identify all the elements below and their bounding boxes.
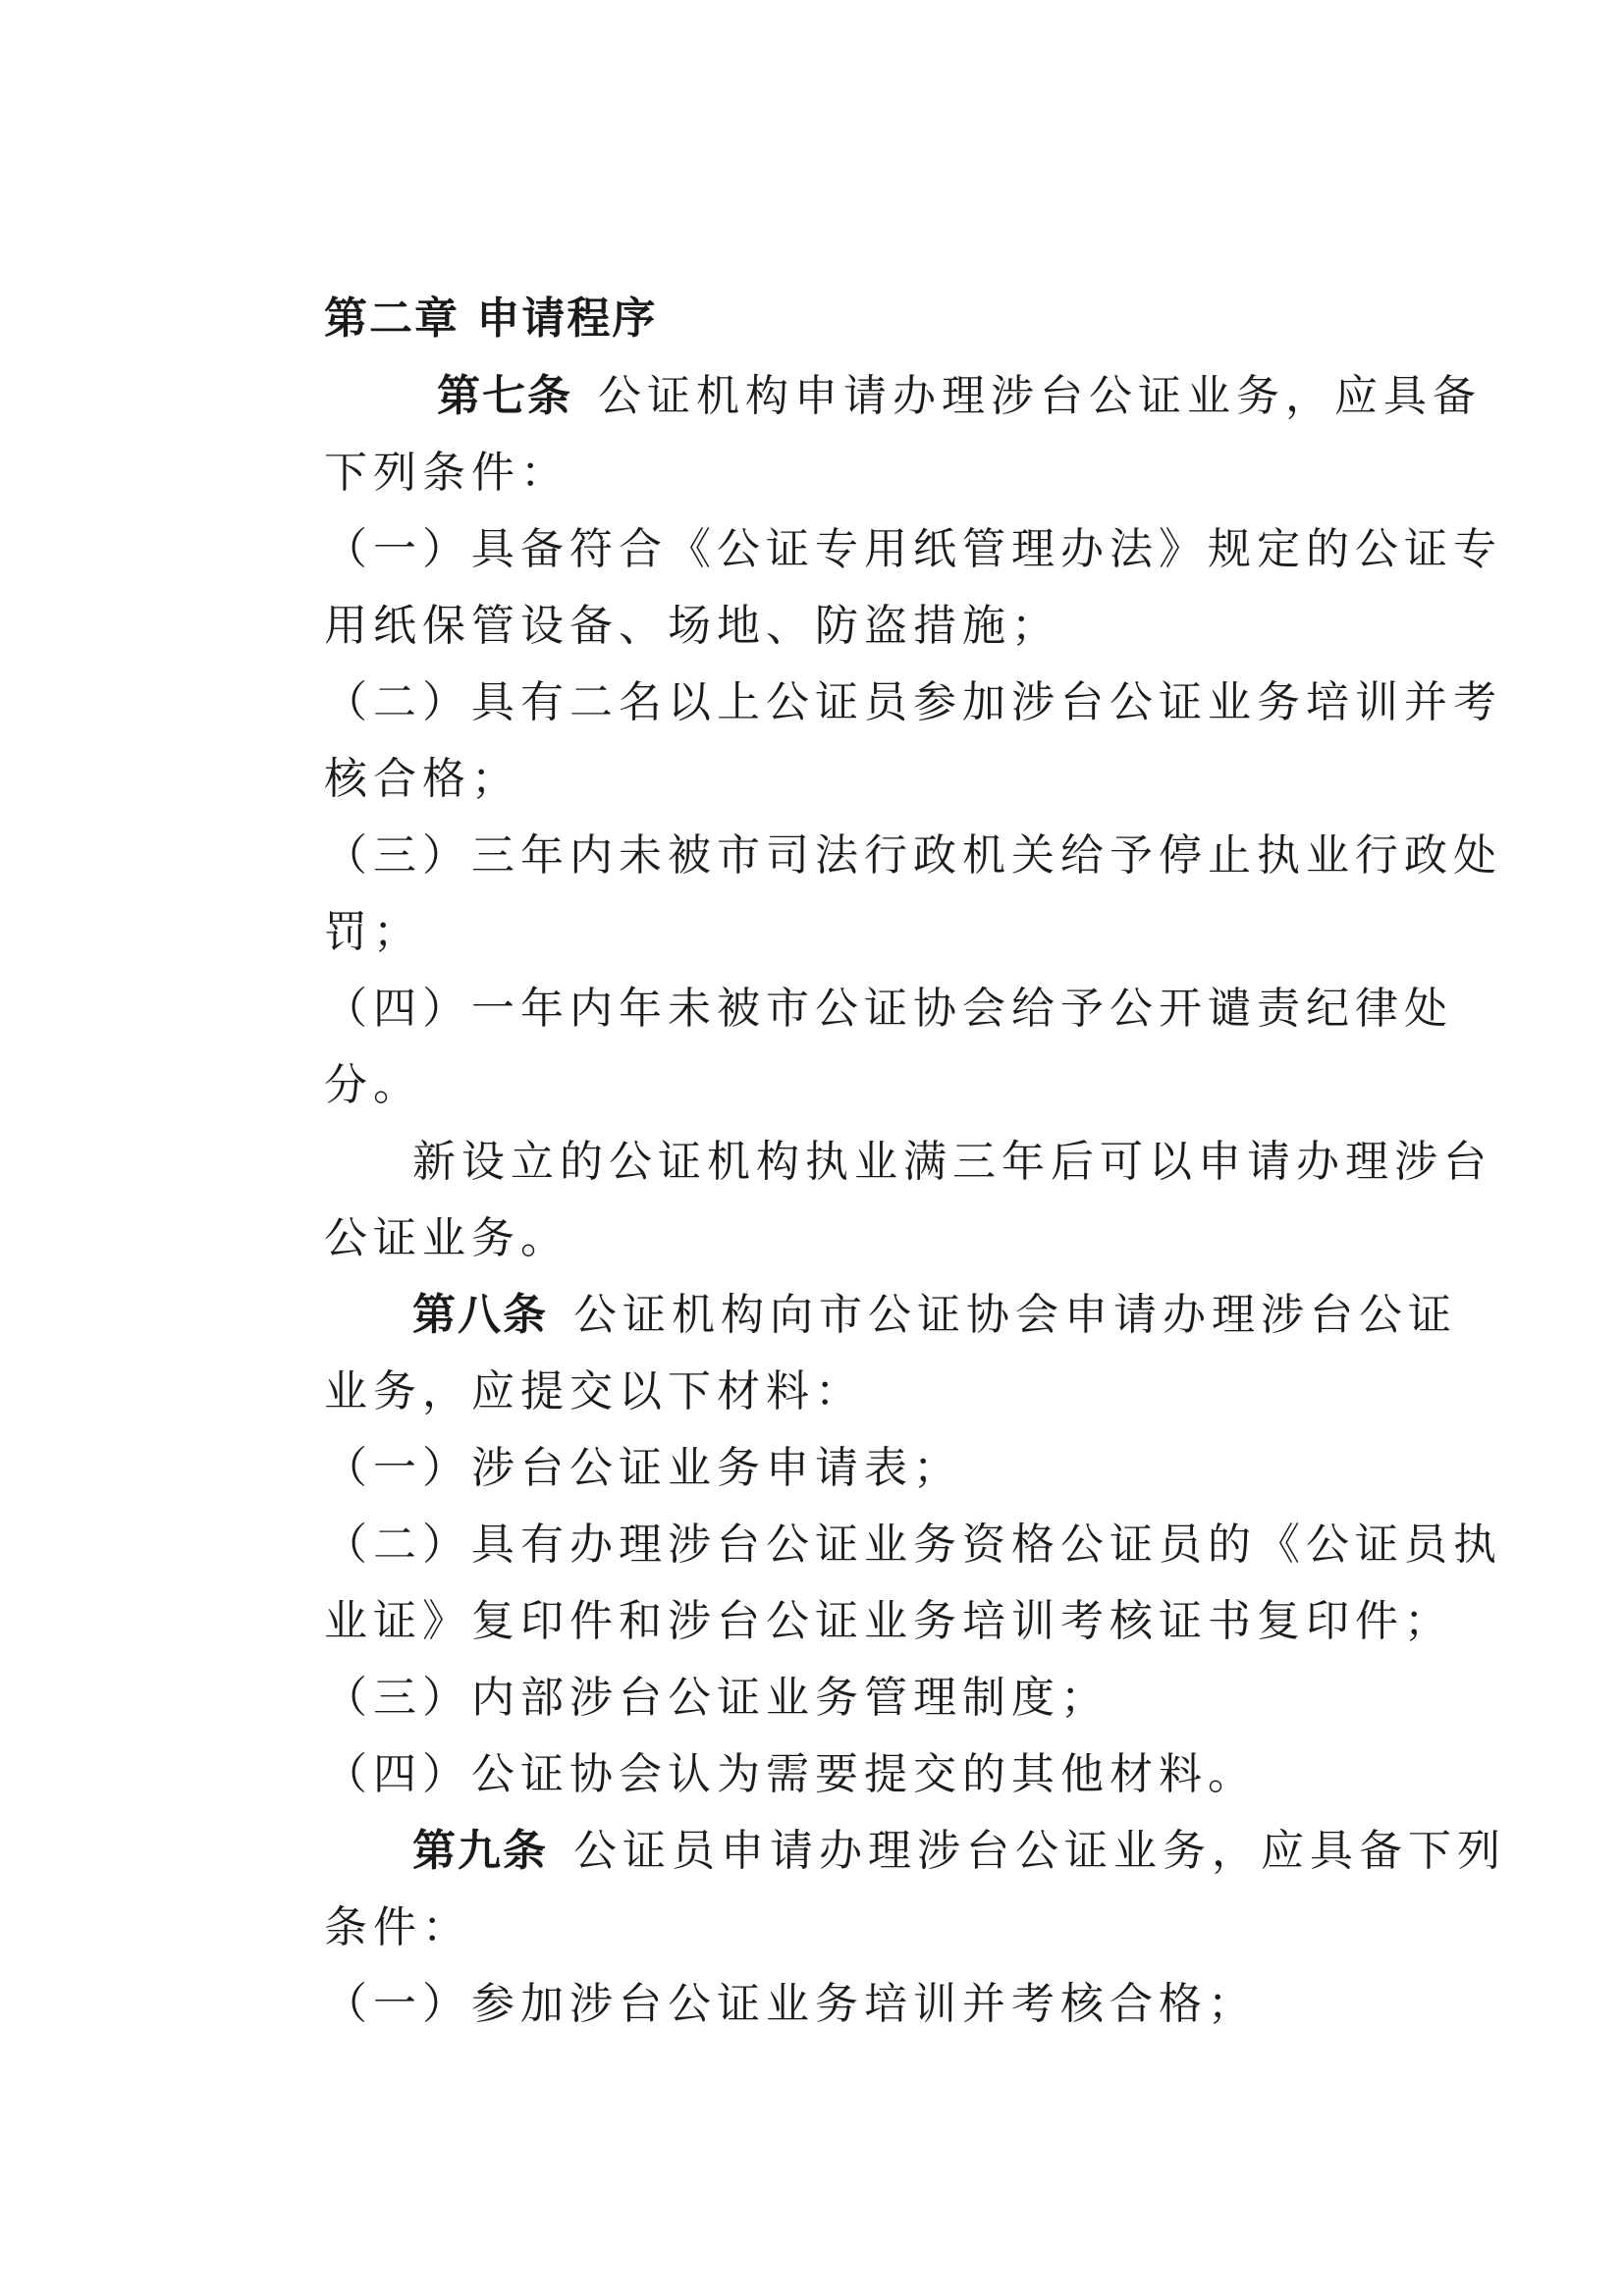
article-7-label: 第七条 [437,371,572,421]
article-7-note-line-1: 新设立的公证机构执业满三年后可以申请办理涉台 [412,1137,1492,1187]
article-7-line-1 [437,367,1482,426]
article-8-item-3: （三）内部涉台公证业务管理制度； [324,1673,1110,1723]
article-7-item-4-line-2: 分。 [324,1060,422,1110]
article-9-item-1: （一）参加涉台公证业务培训并考核合格； [324,1979,1257,2029]
article-8-line-2: 业务，应提交以下材料： [324,1366,864,1416]
article-9-text-1: 公证员申请办理涉台公证业务，应具备下列 [573,1826,1506,1876]
article-7-text-1: 公证机构申请办理涉台公证业务，应具备 [598,371,1482,421]
article-9-line-2: 条件： [324,1902,471,1952]
article-7-note-line-2: 公证业务。 [324,1213,569,1263]
article-7-item-1-line-2: 用纸保管设备、场地、防盗措施； [324,601,1060,651]
article-8-item-1: （一）涉台公证业务申请表； [324,1443,962,1493]
article-7-item-3-line-1: （三）三年内未被市司法行政机关给予停止执业行政处 [324,830,1502,881]
article-7-line-2: 下列条件： [324,448,569,498]
article-7-item-2-line-2: 核合格； [324,754,520,804]
chapter-title: 第二章 申请程序 [324,294,658,344]
article-8-text-1: 公证机构向市公证协会申请办理涉台公证 [573,1290,1457,1340]
article-7-item-4-line-1: （四）一年内年未被市公证协会给予公开谴责纪律处 [324,984,1453,1034]
article-9-label: 第九条 [412,1826,548,1876]
article-8-item-2-line-2: 业证》复印件和涉台公证业务培训考核证书复印件； [324,1596,1453,1646]
article-7-item-1-line-1: （一）具备符合《公证专用纸管理办法》规定的公证专 [324,524,1502,574]
article-7-item-2-line-1: （二）具有二名以上公证员参加涉台公证业务培训并考 [324,677,1502,727]
article-8-label: 第八条 [412,1290,548,1340]
article-8-item-4: （四）公证协会认为需要提交的其他材料。 [324,1749,1257,1799]
article-8-item-2-line-1: （二）具有办理涉台公证业务资格公证员的《公证员执 [324,1520,1502,1570]
article-7-item-3-line-2: 罚； [324,907,422,957]
article-9-line-1 [412,1822,1506,1881]
article-8-line-1 [412,1286,1457,1345]
